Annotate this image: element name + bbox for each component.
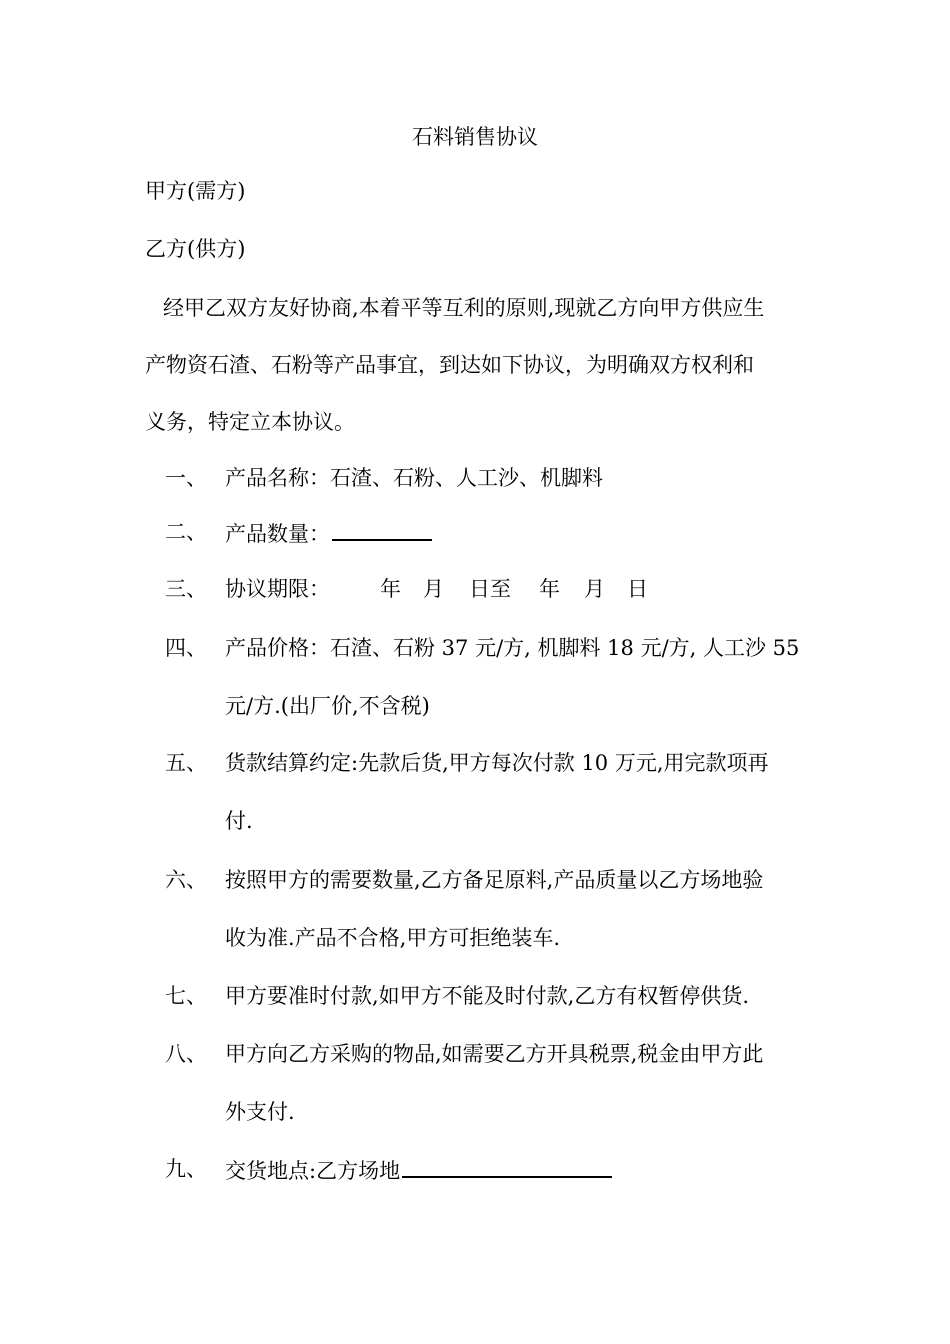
clause-text-row — [225, 574, 825, 632]
clause-text: 按照甲方的需要数量,乙方备足原料,产品质量以乙方场地验 — [225, 868, 764, 892]
delivery-location-blank-line — [402, 1154, 612, 1178]
intro-line: 经甲乙双方友好协商,本着平等互利的原则,现就乙方向甲方供应生 — [163, 296, 765, 320]
clause-number: 九、 — [165, 1157, 207, 1181]
clause-text: 元/方.(出厂价,不含税) — [225, 694, 430, 718]
clause-text: 货款结算约定:先款后货,甲方每次付款 10 万元,用完款项再 — [225, 751, 769, 775]
clause-text: 甲方要准时付款,如甲方不能及时付款,乙方有权暂停供货. — [225, 984, 750, 1008]
date-year: 年 — [539, 577, 560, 601]
clause-text: 产品名称：石渣、石粉、人工沙、机脚料 — [225, 466, 603, 490]
clause-number: 七、 — [165, 984, 207, 1008]
clause-text-row — [225, 517, 825, 575]
date-year: 年 — [380, 577, 401, 601]
clause-number: 五、 — [165, 751, 207, 775]
clause-number: 三、 — [165, 577, 207, 601]
clause-text: 交货地点:乙方场地 — [225, 1159, 401, 1183]
clause-number: 八、 — [165, 1042, 207, 1066]
party-a-label: 甲方(需方) — [145, 179, 246, 203]
clause-number: 二、 — [165, 520, 207, 544]
clause-text: 付. — [225, 809, 253, 833]
clause-text: 外支付. — [225, 1100, 295, 1124]
clause-text: 收为准.产品不合格,甲方可拒绝装车. — [225, 926, 561, 950]
clause-text: 产品数量： — [225, 522, 330, 546]
date-day-to: 日至 — [469, 577, 511, 601]
clause-text-row — [225, 1154, 825, 1212]
clause-text: 产品价格：石渣、石粉 37 元/方, 机脚料 18 元/方, 人工沙 55 — [225, 636, 800, 660]
clause-text: 甲方向乙方采购的物品,如需要乙方开具税票,税金由甲方此 — [225, 1042, 764, 1066]
date-month: 月 — [423, 577, 444, 601]
clause-label: 协议期限： — [225, 577, 330, 601]
clause-number: 六、 — [165, 868, 207, 892]
date-month: 月 — [584, 577, 605, 601]
intro-paragraph — [145, 280, 815, 451]
date-day: 日 — [627, 577, 648, 601]
clause-number: 一、 — [165, 466, 207, 490]
clause-number: 四、 — [165, 636, 207, 660]
intro-line: 义务，特定立本协议。 — [145, 410, 355, 434]
quantity-blank-line — [332, 517, 432, 541]
party-b-label: 乙方(供方) — [145, 237, 246, 261]
intro-line: 产物资石渣、石粉等产品事宜，到达如下协议，为明确双方权利和 — [145, 353, 754, 377]
document-title: 石料销售协议 — [412, 125, 538, 149]
